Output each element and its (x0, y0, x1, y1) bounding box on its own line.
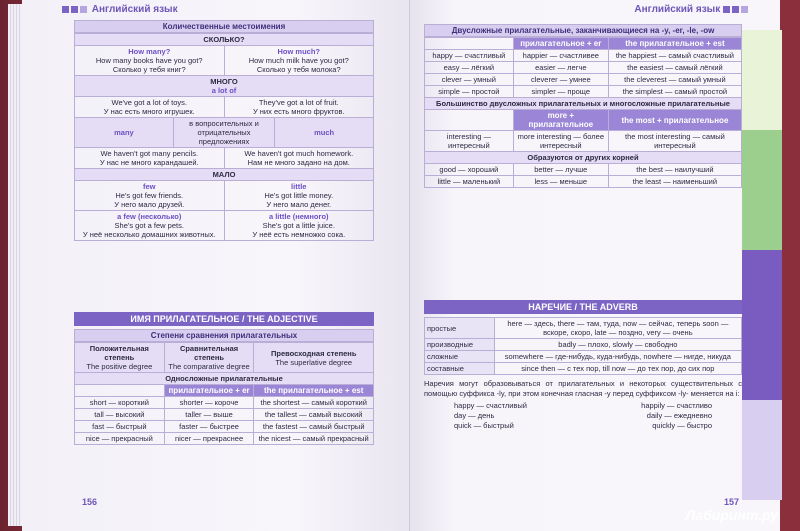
adjective-word: quick — быстрый (454, 421, 514, 430)
mnogo-row (75, 76, 374, 97)
example-en: She's got a little juice. (262, 221, 335, 230)
example-en: She's got a few pets. (114, 221, 184, 230)
superlative-cell: the shortest — самый короткий (254, 397, 374, 409)
positive-cell: interesting — интересный (425, 131, 514, 152)
adverb-table (424, 317, 742, 375)
comparative-degree-head (164, 343, 254, 373)
header-square-icon (71, 6, 78, 13)
example-ru: У него мало денег. (266, 200, 332, 209)
interrogative-note: в вопросительных и отрицательных предложениях (173, 118, 274, 147)
most-title: Большинство двусложных прилагательных и многосложные прилагательные (425, 98, 742, 110)
positive-cell: tall — высокий (75, 409, 165, 421)
few-cell (75, 181, 225, 211)
comparative-cell: cleverer — умнее (513, 74, 608, 86)
positive-cell: good — хороший (425, 164, 514, 176)
table-row (75, 397, 374, 409)
header-title: Английский язык (634, 4, 721, 15)
header-square-icon (80, 6, 87, 13)
section-tab (742, 250, 782, 400)
blank-head (425, 38, 514, 50)
comparative-cell: simpler — проще (513, 86, 608, 98)
superlative-degree-head (254, 343, 374, 373)
a-little-label: a little (немного) (268, 212, 329, 221)
adverb-type: простые (425, 318, 495, 339)
adverb-word: happily — счастливо (641, 401, 712, 410)
header-square-icon (732, 6, 739, 13)
comparative-cell: easier — легче (513, 62, 608, 74)
header-square-icon (741, 6, 748, 13)
example-ru: У нас есть много игрушек. (103, 107, 195, 116)
comparative-cell: taller — выше (164, 409, 254, 421)
a-lot-of-cell-1 (75, 97, 225, 118)
table-row (425, 164, 742, 176)
table-row (425, 339, 742, 351)
suffix-note: Наречия могут образовываться от прилагательных и некоторых существительных с помощью суффикса -ly, при этом конечная гласная -y перед суффиксом -ly- меняется на i: (424, 379, 742, 398)
example-ru: У них есть много фруктов. (252, 107, 345, 116)
example-ru: Нам не много задано на дом. (247, 158, 350, 167)
many-label: many (114, 128, 134, 137)
how-many-label: How many? (128, 47, 171, 56)
a-little-cell (224, 211, 374, 241)
example-en: We haven't got much homework. (244, 149, 354, 158)
header-square-icon (723, 6, 730, 13)
adverb-pairs (424, 399, 742, 433)
page-number-right: 157 (724, 497, 740, 507)
table-row (425, 351, 742, 363)
degree-ru: Сравнительная степень (179, 344, 239, 362)
example-en: They've got a lot of fruit. (258, 98, 339, 107)
adverb-examples: somewhere — где-нибудь, куда-нибудь, nowhere — нигде, никуда (494, 351, 741, 363)
degrees-title: Степени сравнения прилагательных (74, 329, 374, 342)
comparative-cell: happier — счастливее (513, 50, 608, 62)
two-syllable-box (424, 24, 742, 188)
comparative-cell: shorter — короче (164, 397, 254, 409)
how-much-cell (224, 46, 374, 76)
many-example-cell (75, 148, 225, 169)
comparative-cell: nicer — прекраснее (164, 433, 254, 445)
superlative-cell: the happiest — самый счастливый (608, 50, 741, 62)
comparative-cell: better — лучше (513, 164, 608, 176)
positive-cell: happy — счастливый (425, 50, 514, 62)
adjective-title: ИМЯ ПРИЛАГАТЕЛЬНОЕ / THE ADJECTIVE (74, 312, 374, 326)
positive-cell: clever — умный (425, 74, 514, 86)
page-number-left: 156 (82, 497, 98, 507)
adverb-type: сложные (425, 351, 495, 363)
degree-ru: Положительная степень (89, 344, 149, 362)
positive-cell: nice — прекрасный (75, 433, 165, 445)
adjective-word: happy — счастливый (454, 401, 527, 410)
header-square-icon (62, 6, 69, 13)
degree-en: The positive degree (86, 362, 153, 371)
adverb-examples: here — здесь, there — там, туда, now — сейчас, теперь soon — вскоре, скоро, late — поздно, very — очень (494, 318, 741, 339)
quantifiers-box (74, 20, 374, 241)
watermark: Лабиринт.ру (685, 507, 778, 523)
other-roots-title: Образуются от других корней (425, 152, 742, 164)
table-row (425, 86, 742, 98)
example-en: We haven't got many pencils. (100, 149, 199, 158)
superlative-cell: the simplest — самый простой (608, 86, 741, 98)
header-title: Английский язык (91, 4, 178, 15)
right-header (634, 4, 750, 22)
positive-cell: little — маленький (425, 176, 514, 188)
example-ru: У него мало друзей. (114, 200, 185, 209)
a-lot-of-label: a lot of (211, 86, 237, 95)
adverb-section (424, 300, 742, 433)
col-most-head: the most + прилагательное (608, 110, 741, 131)
positive-degree-head (75, 343, 165, 373)
table-row (75, 421, 374, 433)
comparative-cell: more interesting — более интересный (513, 131, 608, 152)
positive-cell: simple — простой (425, 86, 514, 98)
degrees-table (74, 342, 374, 445)
section-tab (742, 30, 782, 130)
two-syllable-title: Двусложные прилагательные, заканчивающиеся на -y, -er, -le, -ow (424, 24, 742, 37)
superlative-cell: the easiest — самый лёгкий (608, 62, 741, 74)
adverb-examples: badly — плохо, slowly — свободно (494, 339, 741, 351)
table-row (425, 318, 742, 339)
adverb-type: производные (425, 339, 495, 351)
how-much-example: How much milk have you got? (248, 56, 349, 65)
many-much-inner (75, 118, 373, 147)
comparative-cell: less — меньше (513, 176, 608, 188)
table-row (425, 50, 742, 62)
malo-heading: МАЛО (75, 169, 374, 181)
list-item (454, 411, 712, 421)
col-er-head: прилагательное + er (513, 38, 608, 50)
table-row (425, 131, 742, 152)
little-cell (224, 181, 374, 211)
how-much-translation: Сколько у тебя молока? (256, 65, 341, 74)
skolko-heading: СКОЛЬКО? (75, 34, 374, 46)
adjective-section (74, 312, 374, 445)
example-en: He's got few friends. (115, 191, 184, 200)
superlative-cell: the least — наименьший (608, 176, 741, 188)
how-many-cell (75, 46, 225, 76)
how-much-label: How much? (277, 47, 320, 56)
example-en: He's got little money. (264, 191, 334, 200)
example-ru: У неё несколько домашних животных. (82, 230, 216, 239)
section-tab (742, 130, 782, 250)
table-row (425, 74, 742, 86)
many-much-row (75, 118, 374, 148)
quantifiers-table (74, 33, 374, 241)
degree-en: The comparative degree (168, 362, 250, 371)
positive-cell: easy — лёгкий (425, 62, 514, 74)
example-ru: У нас не много карандашей. (99, 158, 199, 167)
example-ru: У неё есть немножко сока. (252, 230, 346, 239)
table-row (425, 176, 742, 188)
table-row (425, 363, 742, 375)
list-item (454, 421, 712, 431)
table-row (75, 433, 374, 445)
example-en: We've got a lot of toys. (111, 98, 187, 107)
degree-en: The superlative degree (275, 357, 353, 367)
one-syllable-title: Односложные прилагательные (75, 373, 374, 385)
how-many-example: How many books have you got? (95, 56, 203, 65)
adverb-type: составные (425, 363, 495, 375)
book-spine-right (780, 0, 800, 531)
few-label: few (142, 182, 156, 191)
blank-head (75, 385, 165, 397)
a-few-label: a few (несколько) (117, 212, 182, 221)
table-row (425, 62, 742, 74)
how-many-translation: Сколько у тебя книг? (112, 65, 186, 74)
superlative-cell: the cleverest — самый умный (608, 74, 741, 86)
quantifiers-title: Количественные местоимения (74, 20, 374, 33)
col-est-head: the прилагательное + est (608, 38, 741, 50)
list-item (454, 401, 712, 411)
degree-ru: Превосходная степень (270, 348, 357, 358)
superlative-cell: the best — наилучший (608, 164, 741, 176)
section-tab (742, 400, 782, 500)
a-few-cell (75, 211, 225, 241)
two-syllable-table (424, 37, 742, 188)
mnogo-heading: МНОГО (210, 77, 238, 86)
superlative-cell: the fastest — самый быстрый (254, 421, 374, 433)
col-er-head: прилагательное + er (164, 385, 254, 397)
superlative-cell: the most interesting — самый интересный (608, 131, 741, 152)
col-more-head: more + прилагательное (513, 110, 608, 131)
little-label: little (291, 182, 307, 191)
table-row (75, 409, 374, 421)
a-lot-of-cell-2 (224, 97, 374, 118)
adjective-word: day — день (454, 411, 495, 420)
comparative-cell: faster — быстрее (164, 421, 254, 433)
positive-cell: short — короткий (75, 397, 165, 409)
adverb-title: НАРЕЧИЕ / THE ADVERB (424, 300, 742, 314)
much-example-cell (224, 148, 374, 169)
right-page (410, 0, 780, 531)
adverb-examples: since then — с тех пор, till now — до тех пор, до сих пор (494, 363, 741, 375)
col-est-head: the прилагательное + est (254, 385, 374, 397)
left-page (22, 0, 410, 531)
superlative-cell: the nicest — самый прекрасный (254, 433, 374, 445)
adverb-word: quickly — быстро (652, 421, 712, 430)
adverb-word: daily — ежедневно (646, 411, 712, 420)
blank-head (425, 110, 514, 131)
superlative-cell: the tallest — самый высокий (254, 409, 374, 421)
positive-cell: fast — быстрый (75, 421, 165, 433)
much-label: much (314, 128, 335, 137)
